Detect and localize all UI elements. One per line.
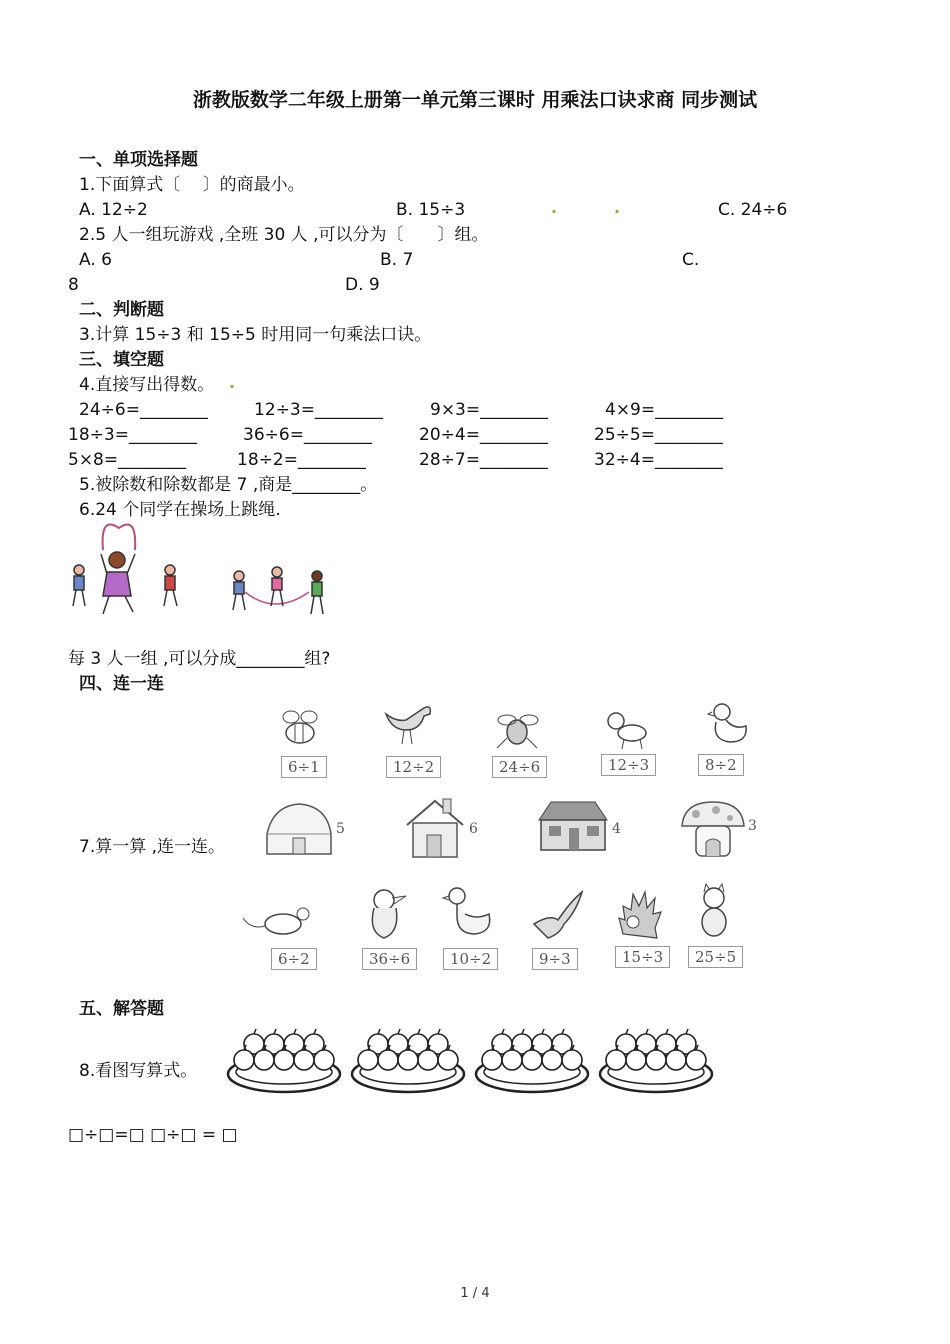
section-heading-fill: 三、填空题 — [79, 350, 164, 370]
house-number: 3 — [748, 818, 757, 834]
rooster-icon — [380, 700, 440, 748]
match-label-top[interactable]: 12÷3 — [601, 754, 656, 776]
q4-item: 28÷7=________ — [419, 450, 548, 470]
child-icon — [271, 567, 283, 606]
q1-dot-mark: . — [614, 198, 621, 217]
q4-stem: 4.直接写出得数。 — [79, 375, 215, 395]
match-label-top[interactable]: 24÷6 — [492, 756, 547, 778]
q2-option-c: C. — [682, 250, 700, 270]
apple-plate-icon — [226, 1022, 342, 1096]
q8-stem: 8.看图写算式。 — [79, 1061, 198, 1081]
q4-item: 12÷3=________ — [254, 400, 383, 420]
house-number: 5 — [336, 821, 345, 837]
apple-plate-icon — [598, 1022, 714, 1096]
child-icon — [73, 565, 85, 606]
q4-item: 20÷4=________ — [419, 425, 548, 445]
match-label-bottom[interactable]: 10÷2 — [443, 948, 498, 970]
mushroom-house-icon — [680, 800, 746, 858]
q2-stem: 2.5 人一组玩游戏 ,全班 30 人 ,可以分为〔 〕组。 — [79, 225, 489, 245]
fly-icon — [493, 708, 548, 750]
child-icon — [311, 571, 323, 614]
match-label-bottom[interactable]: 9÷3 — [532, 948, 578, 970]
q1-option-a: A. 12÷2 — [79, 200, 148, 220]
q7-stem: 7.算一算 ,连一连。 — [79, 837, 226, 857]
match-label-top[interactable]: 8÷2 — [698, 754, 744, 776]
q8-answer-formula[interactable]: □÷□=□ □÷□ = □ — [68, 1125, 238, 1145]
match-label-bottom[interactable]: 36÷6 — [362, 948, 417, 970]
q2-option-a: A. 6 — [79, 250, 112, 270]
match-label-bottom[interactable]: 6÷2 — [271, 948, 317, 970]
q4-item: 25÷5=________ — [594, 425, 723, 445]
bee-icon — [275, 705, 325, 750]
page-number: 1 / 4 — [460, 1286, 490, 1301]
mouse-icon — [243, 900, 318, 942]
section-heading-judge: 二、判断题 — [79, 300, 164, 320]
house-number: 6 — [469, 821, 478, 837]
q1-dot-mark: . — [551, 198, 558, 217]
section-heading-match: 四、连一连 — [79, 674, 164, 694]
swallow-icon — [530, 888, 586, 940]
child-icon — [164, 565, 177, 606]
page-title: 浙教版数学二年级上册第一单元第三课时 用乘法口诀求商 同步测试 — [192, 89, 758, 111]
q4-dot-mark: . — [229, 373, 236, 392]
bird-icon — [362, 884, 412, 944]
child-icon — [233, 571, 245, 610]
q4-item: 36÷6=________ — [243, 425, 372, 445]
q4-item: 32÷4=________ — [594, 450, 723, 470]
q1-option-b: B. 15÷3 — [396, 200, 466, 220]
q5-stem: 5.被除数和除数都是 7 ,商是________。 — [79, 475, 378, 495]
q4-item: 4×9=________ — [605, 400, 724, 420]
q2-option-b: B. 7 — [380, 250, 414, 270]
house-icon — [537, 800, 609, 852]
yurt-icon — [265, 800, 335, 858]
hedgehog-icon — [617, 888, 663, 942]
apple-plate-icon — [474, 1022, 590, 1096]
jump-rope-illustration — [65, 520, 335, 620]
q6-question: 每 3 人一组 ,可以分成________组? — [68, 649, 331, 669]
section-heading-choice: 一、单项选择题 — [79, 150, 198, 170]
q2-option-c-value: 8 — [68, 275, 79, 295]
q4-item: 18÷3=________ — [68, 425, 197, 445]
apple-plate-icon — [350, 1022, 466, 1096]
q4-item: 9×3=________ — [430, 400, 549, 420]
match-label-bottom[interactable]: 15÷3 — [615, 946, 670, 968]
q4-item: 5×8=________ — [68, 450, 187, 470]
q3-stem: 3.计算 15÷3 和 15÷5 时用同一句乘法口诀。 — [79, 325, 432, 345]
q4-item: 24÷6=________ — [79, 400, 208, 420]
cottage-icon — [403, 795, 467, 861]
q1-stem: 1.下面算式〔 〕的商最小。 — [79, 175, 305, 195]
rope-icon — [103, 524, 136, 550]
q6-stem: 6.24 个同学在操场上跳绳. — [79, 500, 281, 520]
cat-icon — [694, 884, 736, 940]
q2-option-d: D. 9 — [345, 275, 380, 295]
girl-jumping-icon — [101, 552, 135, 614]
match-label-top[interactable]: 6÷1 — [281, 756, 327, 778]
dog-icon — [602, 705, 652, 750]
section-heading-solve: 五、解答题 — [79, 999, 164, 1019]
match-label-bottom[interactable]: 25÷5 — [688, 946, 743, 968]
q4-item: 18÷2=________ — [237, 450, 366, 470]
house-number: 4 — [612, 821, 621, 837]
q1-option-c: C. 24÷6 — [718, 200, 788, 220]
match-label-top[interactable]: 12÷2 — [386, 756, 441, 778]
rope-icon — [245, 592, 309, 604]
duck-icon — [708, 700, 753, 748]
goose-icon — [443, 884, 495, 942]
